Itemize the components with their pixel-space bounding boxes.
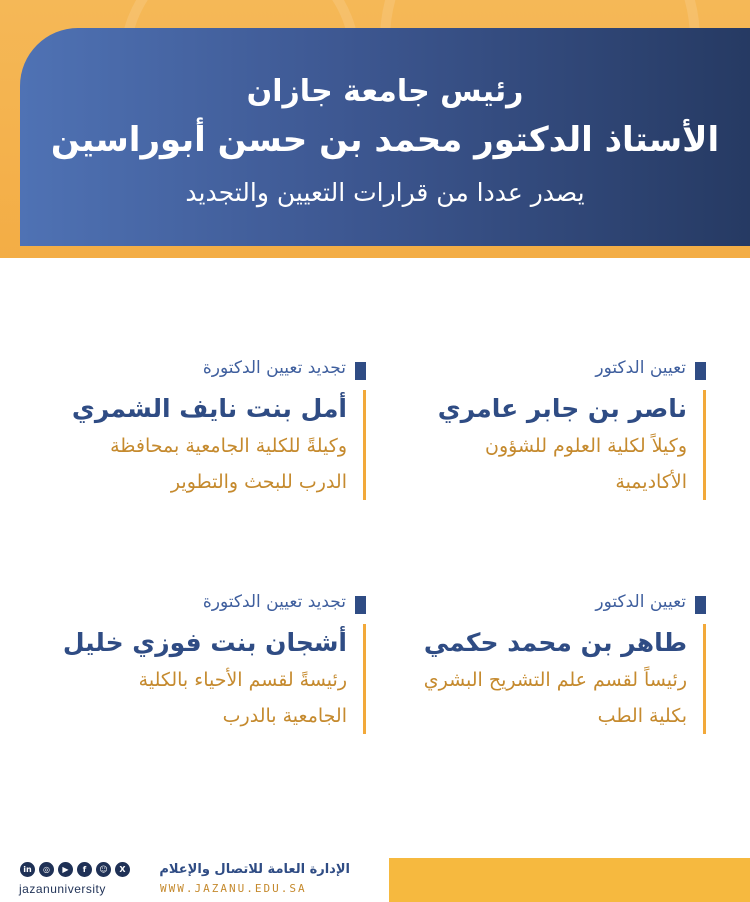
role-line: بكلية الطب	[597, 705, 687, 727]
website-link[interactable]: WWW.JAZANU.EDU.SA	[160, 882, 307, 895]
card-label: تعيين الدكتور	[595, 592, 686, 612]
person-name: أمل بنت نايف الشمري	[71, 394, 347, 423]
footer-organization: الإدارة العامة للاتصال والإعلام	[159, 862, 350, 877]
appointment-card	[438, 358, 706, 500]
footer-accent-bar	[389, 858, 750, 902]
person-name: طاهر بن محمد حكمي	[423, 628, 687, 657]
x-icon[interactable]: X	[115, 862, 130, 877]
social-handle[interactable]: jazanuniversity	[19, 882, 106, 896]
social-icons	[20, 862, 130, 877]
header-title: رئيس جامعة جازان	[246, 74, 524, 109]
linkedin-icon[interactable]: in	[20, 862, 35, 877]
appointment-card	[424, 592, 706, 734]
card-label: تجديد تعيين الدكتورة	[202, 592, 346, 612]
appointment-card	[72, 358, 366, 500]
card-label: تجديد تعيين الدكتورة	[202, 358, 346, 378]
role-line: رئيسةً لقسم الأحياء بالكلية	[138, 669, 347, 691]
person-name: أشجان بنت فوزي خليل	[62, 628, 347, 657]
role-line: الدرب للبحث والتطوير	[170, 471, 347, 493]
role-line: الأكاديمية	[615, 471, 687, 493]
header-subtitle: يصدر عددا من قرارات التعيين والتجديد	[185, 178, 585, 207]
role-line: رئيساً لقسم علم التشريح البشري	[423, 669, 687, 691]
card-body	[72, 390, 366, 500]
snapchat-icon[interactable]: ☺	[96, 862, 111, 877]
role-line: وكيلةً للكلية الجامعية بمحافظة	[110, 435, 347, 457]
square-marker-icon	[355, 596, 366, 614]
square-marker-icon	[355, 362, 366, 380]
facebook-icon[interactable]: f	[77, 862, 92, 877]
youtube-icon[interactable]: ▶	[58, 862, 73, 877]
role-line: وكيلاً لكلية العلوم للشؤون	[485, 435, 687, 457]
square-marker-icon	[695, 596, 706, 614]
card-body	[63, 624, 366, 734]
card-label: تعيين الدكتور	[595, 358, 686, 378]
card-body	[424, 624, 706, 734]
card-body	[438, 390, 706, 500]
header-name: الأستاذ الدكتور محمد بن حسن أبوراسين	[50, 120, 720, 160]
person-name: ناصر بن جابر عامري	[437, 394, 687, 423]
square-marker-icon	[695, 362, 706, 380]
header-card	[20, 28, 750, 246]
appointment-card	[63, 592, 366, 734]
instagram-icon[interactable]: ◎	[39, 862, 54, 877]
role-line: الجامعية بالدرب	[222, 705, 347, 727]
